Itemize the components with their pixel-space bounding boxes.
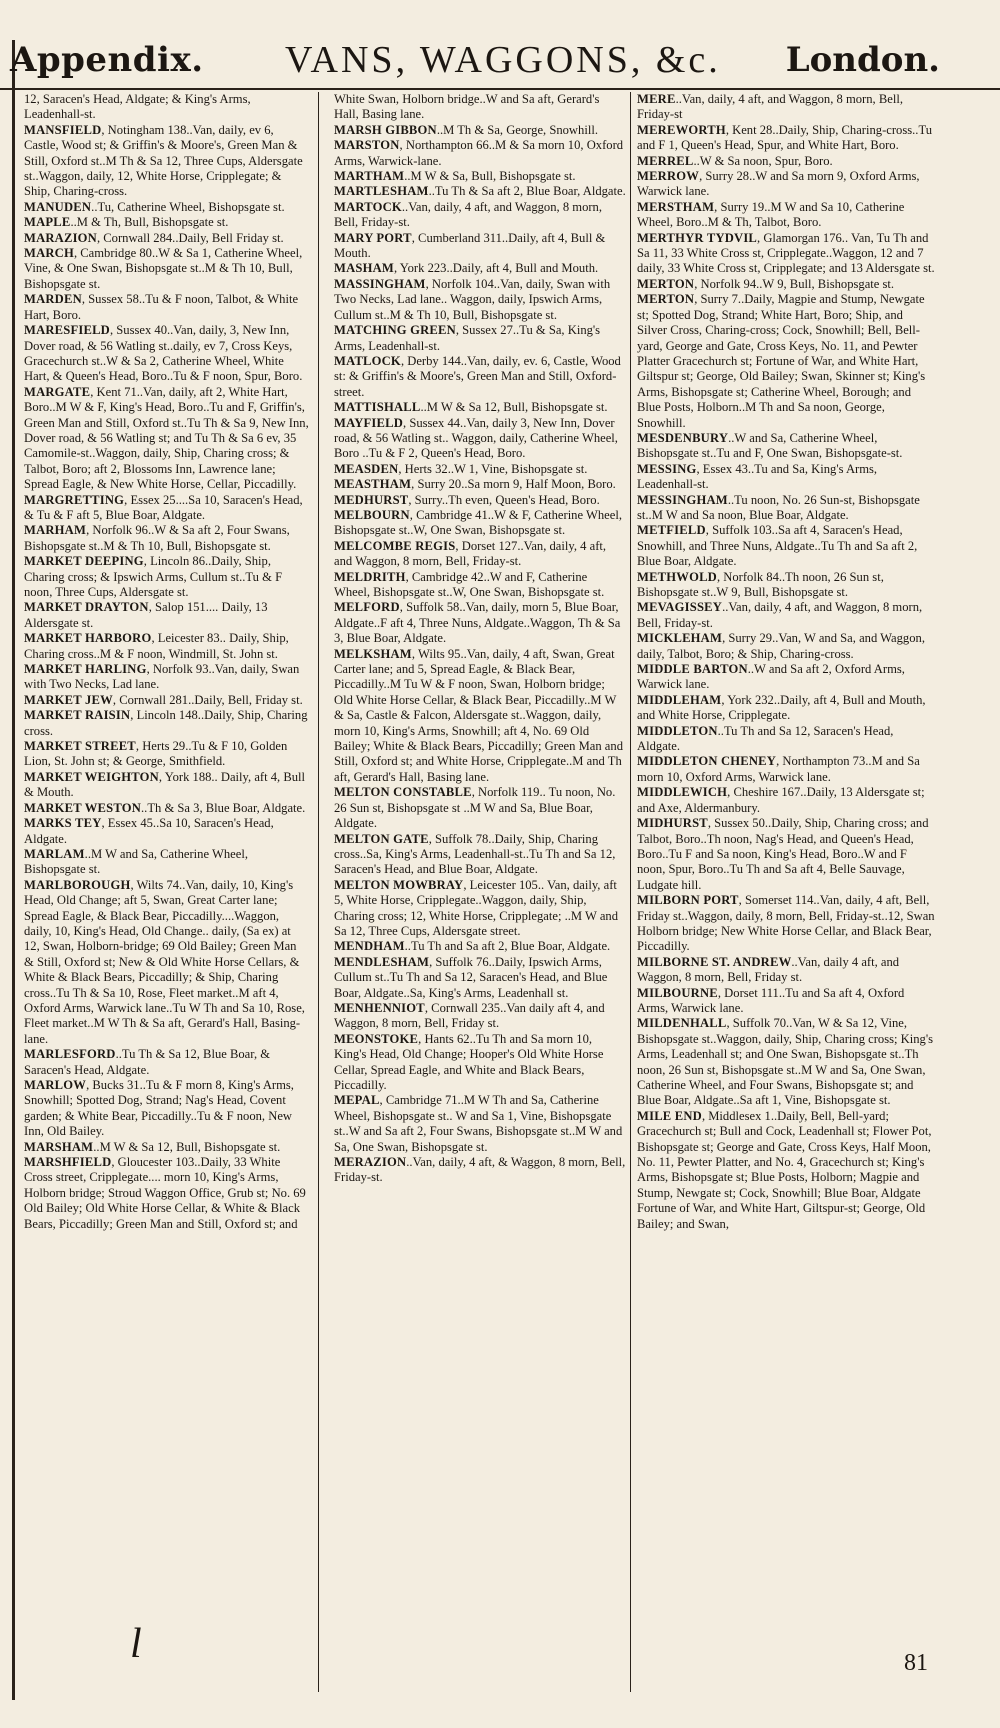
entry-detail: ..Th & Sa 3, Blue Boar, Aldgate. xyxy=(141,800,306,815)
directory-entry xyxy=(334,138,626,169)
entry-detail: , Surry 7..Daily, Magpie and Stump, Newgate st; Spotted Dog, Strand; White Hart, Boro; Ship, and Silver Cross, Charing-cross; Cock, Snowhill; Bell, Bell-yard, George and Gate, Cross Keys, No. 11, and Pewter Platter Gracechurch st; Fortune of War, and White Hart, Giltspur st; George, Old Bailey; Swan, Skinner st; King's Arms, Bishopsgate st; Catherine Wheel, Borough; and Blue Posts, Holborn..M Th and Sa noon, George, Snowhill. xyxy=(637,292,926,430)
entry-detail: ..Van, daily, 4 aft, and Waggon, 8 morn, Bell, Friday-st. xyxy=(334,199,603,230)
directory-entry xyxy=(24,600,309,631)
column-1 xyxy=(24,92,309,1622)
entry-place: MASSINGHAM xyxy=(334,276,426,291)
directory-entry xyxy=(334,600,626,646)
entry-detail: , Surry 19..M W and Sa 10, Catherine Wheel, Boro..M & Th, Talbot, Boro. xyxy=(637,199,905,230)
entry-detail: , Norfolk 84..Th noon, 26 Sun st, Bishopsgate st..W 9, Bull, Bishopsgate st. xyxy=(637,569,884,599)
directory-entry xyxy=(637,986,935,1017)
entry-place: MELDRITH xyxy=(334,569,406,584)
entry-place: MENHENNIOT xyxy=(334,1000,425,1015)
entry-place: MIDDLE BARTON xyxy=(637,662,748,677)
directory-entry xyxy=(334,169,626,184)
entry-detail: , Glamorgan 176.. Van, Tu Th and Sa 11, 33 White Cross st, Cripplegate..Waggon, 12 and 7 daily, 33 White Cross st, Cripplegate; and 13 Aldersgate st. xyxy=(637,230,935,276)
entry-detail: , Salop 151.... Daily, 13 Aldersgate st. xyxy=(24,600,268,630)
directory-entry xyxy=(334,955,626,1001)
entry-detail: ..Tu Th and Sa 12, Saracen's Head, Aldgate. xyxy=(637,723,894,754)
directory-entry xyxy=(334,878,626,940)
entry-place: MERREL xyxy=(637,153,694,168)
entry-detail: , Cambridge 42..W and F, Catherine Wheel, Bishopsgate st..W, One Swan, Bishopsgate st. xyxy=(334,569,605,599)
entry-place: MARSHAM xyxy=(24,1139,94,1154)
directory-entry xyxy=(637,1109,935,1232)
entry-detail: , Hants 62..Tu Th and Sa morn 10, King's Head, Old Change; Hooper's Old White Horse Cellar, Spread Eagle, and White and Black Bears, Piccadilly. xyxy=(334,1031,604,1092)
entry-place: MELCOMBE REGIS xyxy=(334,538,456,553)
directory-entry xyxy=(334,231,626,262)
entry-place: MEVAGISSEY xyxy=(637,600,723,615)
entry-detail: ..Tu noon, No. 26 Sun-st, Bishopsgate st..M W and Sa noon, Blue Boar, Aldgate. xyxy=(637,492,920,522)
entry-place: MATCHING GREEN xyxy=(334,323,456,338)
entry-detail: , York 188.. Daily, aft 4, Bull & Mouth. xyxy=(24,769,306,800)
entry-detail: , Suffolk 103..Sa aft 4, Saracen's Head, Snowhill, and Three Nuns, Aldgate..Tu Th and Sa aft 2, Blue Boar, Aldgate. xyxy=(637,523,918,569)
entry-place: MARTLESHAM xyxy=(334,184,429,199)
entry-detail: , Essex 45..Sa 10, Saracen's Head, Aldgate. xyxy=(24,816,274,846)
entry-place: MARTHAM xyxy=(334,169,405,184)
entry-detail: , Cumberland 311..Daily, aft 4, Bull & Mouth. xyxy=(334,230,606,261)
entry-place: MARCH xyxy=(24,246,74,261)
entry-detail: ..W and Sa, Catherine Wheel, Bishopsgate st..Tu and F, One Swan, Bishopsgate-st. xyxy=(637,430,903,461)
entry-detail: , Somerset 114..Van, daily, 4 aft, Bell, Friday st..Waggon, daily, 8 morn, Bell, Friday-st..12, Swan Holborn bridge; New White Horse Cellar, and Black Bear, Piccadilly. xyxy=(637,893,935,954)
column-2 xyxy=(334,92,626,1622)
header-rule xyxy=(0,88,1000,90)
page-number: 81 xyxy=(904,1650,928,1676)
entry-place: MEASDEN xyxy=(334,461,399,476)
entry-place: MARSHFIELD xyxy=(24,1155,112,1170)
directory-entry xyxy=(334,477,626,492)
entry-place: MATLOCK xyxy=(334,353,401,368)
entry-place: MELTON GATE xyxy=(334,831,429,846)
directory-entry xyxy=(24,816,309,847)
entry-detail: , Norfolk 104..Van, daily, Swan with Two Necks, Lad lane.. Waggon, daily, Ipswich Arms, Cullum st..M & Th 10, Bull, Bishopsgate st. xyxy=(334,276,611,322)
entry-detail: , Cambridge 80..W & Sa 1, Catherine Wheel, Vine, & One Swan, Bishopsgate st..M & Th 10, Bull, Bishopsgate st. xyxy=(24,246,303,291)
directory-entry xyxy=(24,554,309,600)
entry-place: MARSH GIBBON xyxy=(334,122,437,137)
directory-entry xyxy=(24,693,309,708)
entry-place: MELTON MOWBRAY xyxy=(334,877,464,892)
entry-detail: , Surry 20..Sa morn 9, Half Moon, Boro. xyxy=(411,477,616,492)
entry-detail: , Wilts 95..Van, daily, 4 aft, Swan, Great Carter lane; and 5, Spread Eagle, & Black Bear, Piccadilly..M Tu W & F noon, Swan, Holborn bridge; Old White Horse Cellar, & Black Bear, Piccadilly..M W & Sa, Castle & Falcon, Aldersgate st..Waggon, daily, morn 10, King's Arms, Snowhill; aft 4, No. 69 Old Bailey; White & Black Bears, Piccadilly; Green Man and Still, Oxford st; and White Horse, Cripplegate..M and Th aft, Gerard's Hall, Basing lane. xyxy=(334,646,623,784)
directory-entry xyxy=(637,200,935,231)
directory-entry xyxy=(334,400,626,415)
entry-detail: ..Van, daily, 4 aft, & Waggon, 8 morn, Bell, Friday-st. xyxy=(334,1155,626,1185)
entry-detail: , Norfolk 94..W 9, Bull, Bishopsgate st. xyxy=(694,276,895,291)
entry-place: MELBOURN xyxy=(334,507,410,522)
entry-place: MEASTHAM xyxy=(334,477,412,492)
entry-place: MARKET HARLING xyxy=(24,662,147,677)
entry-detail: , York 223..Daily, aft 4, Bull and Mouth. xyxy=(393,261,599,276)
directory-entry xyxy=(24,1078,309,1140)
entry-place: MIDHURST xyxy=(637,816,708,831)
directory-entry xyxy=(24,1155,309,1232)
directory-entry xyxy=(24,708,309,739)
printer-signature: l xyxy=(130,1621,142,1667)
entry-place: MENDLESHAM xyxy=(334,954,430,969)
entry-detail: , Northampton 66..M & Sa morn 10, Oxford Arms, Warwick-lane. xyxy=(334,138,624,168)
entry-place: MASHAM xyxy=(334,261,394,276)
entry-detail: ..Van, daily, 4 aft, and Waggon, 8 morn, Bell, Friday-st xyxy=(637,92,903,122)
entry-detail: , Northampton 73..M and Sa morn 10, Oxford Arms, Warwick lane. xyxy=(637,754,920,784)
entry-place: MILBORNE ST. ANDREW xyxy=(637,954,792,969)
directory-entry xyxy=(334,92,626,123)
directory-entry xyxy=(334,1032,626,1094)
column-divider xyxy=(630,92,631,1692)
entry-place: MIDDLETON CHENEY xyxy=(637,754,777,769)
entry-place: MEPAL xyxy=(334,1093,380,1108)
directory-entry xyxy=(24,123,309,200)
entry-place: MIDDLETON xyxy=(637,723,718,738)
entry-detail: , Kent 71..Van, daily, aft 2, White Hart, Boro..M W & F, King's Head, Boro..Tu and F, Griffin's, Green Man and Still, Oxford st..Tu Th & Sa 9, New Inn, Dover road, & 56 Watling st; and Tu Th & Sa 6 ev, 35 Camomile-st..Waggon, daily, Ship, Charing cross; & Talbot, Boro; aft 2, Blossoms Inn, Lawrence lane; Spread Eagle, & New White Horse, Cellar, Piccadilly. xyxy=(24,384,309,492)
directory-entry xyxy=(24,523,309,554)
directory-entry xyxy=(637,92,935,123)
entry-place: MERE xyxy=(637,92,676,106)
directory-entry xyxy=(637,231,935,277)
entry-detail: , Suffolk 70..Van, W & Sa 12, Vine, Bishopsgate st..Waggon, daily, Ship, Charing cross; King's Arms, Leadenhall st; and One Swan, Bishopsgate st..Th noon, 26 Sun st, Bishopsgate st..M W and Sa, One Swan, Catherine Wheel, and Four Swans, Bishopsgate st; and Blue Boar, Aldgate..Sa aft 1, Vine, Bishopsgate st. xyxy=(637,1016,934,1108)
entry-place: MARKET DEEPING xyxy=(24,554,144,569)
entry-detail: , York 232..Daily, aft 4, Bull and Mouth, and White Horse, Cripplegate. xyxy=(637,692,926,723)
directory-entry xyxy=(637,169,935,200)
directory-entry xyxy=(334,123,626,138)
entry-detail: , Derby 144..Van, daily, ev. 6, Castle, Wood st: & Griffin's & Moore's, Green Man and Still, Oxford-street. xyxy=(334,353,621,399)
directory-entry xyxy=(334,785,626,831)
directory-entry xyxy=(637,631,935,662)
entry-place: MARY PORT xyxy=(334,230,412,245)
entry-detail: , Suffolk 76..Daily, Ipswich Arms, Cullum st..Tu Th and Sa 12, Saracen's Head, and Blue Boar, Aldgate..Sa, King's Arms, Leadenhall st. xyxy=(334,954,608,1000)
entry-place: MARKET HARBORO xyxy=(24,631,152,646)
entry-place: MATTISHALL xyxy=(334,400,421,415)
entry-detail: ..W and Sa aft 2, Oxford Arms, Warwick lane. xyxy=(637,662,905,692)
directory-entry xyxy=(334,570,626,601)
header-title: VANS, WAGGONS, &c. xyxy=(285,39,721,81)
entry-detail: ..Van, daily 4 aft, and Waggon, 8 morn, Bell, Friday st. xyxy=(637,954,900,985)
entry-detail: , Cornwall 235..Van daily aft 4, and Waggon, 8 morn, Bell, Friday st. xyxy=(334,1000,605,1031)
entry-detail: ..Van, daily, 4 aft, and Waggon, 8 morn, Bell, Friday-st. xyxy=(637,600,923,630)
entry-place: MARLESFORD xyxy=(24,1047,116,1062)
directory-entry xyxy=(637,785,935,816)
entry-detail: ..M W & Sa 12, Bull, Bishopsgate st. xyxy=(420,400,608,415)
entry-detail: , Sussex 27..Tu & Sa, King's Arms, Leadenhall-st. xyxy=(334,323,601,353)
entry-place: MARLAM xyxy=(24,846,85,861)
entry-detail: ..M W and Sa, Catherine Wheel, Bishopsgate st. xyxy=(24,846,249,877)
entry-place: METFIELD xyxy=(637,523,706,538)
entry-detail: , Cambridge 71..M W Th and Sa, Catherine Wheel, Bishopsgate st.. W and Sa 1, Vine, Bishopsgate st..W and Sa aft 2, Four Swans, Bishopsgate st..M W and Sa, One Swan, Bishopsgate st. xyxy=(334,1093,623,1154)
directory-entry xyxy=(334,1001,626,1032)
entry-place: MEONSTOKE xyxy=(334,1031,419,1046)
header-section: Appendix. xyxy=(10,40,204,80)
directory-entry xyxy=(334,277,626,323)
directory-entry xyxy=(334,493,626,508)
entry-place: MESSING xyxy=(637,461,697,476)
entry-place: MAYFIELD xyxy=(334,415,404,430)
entry-detail: , Gloucester 103..Daily, 33 White Cross street, Cripplegate.... morn 10, King's Arms, Holborn bridge; Stroud Waggon Office, Grub st; No. 69 Old Bailey; Old White Horse Cellar, & White & Black Bears, Piccadilly; Green Man and Still, Oxford st; and xyxy=(24,1155,306,1231)
entry-detail: , Norfolk 119.. Tu noon, No. 26 Sun st, Bishopsgate st ..M W and Sa, Blue Boar, Aldgate. xyxy=(334,785,616,831)
directory-entry xyxy=(334,647,626,786)
entry-place: METHWOLD xyxy=(637,569,717,584)
entry-detail: , Leicester 105.. Van, daily, aft 5, White Horse, Cripplegate..Waggon, daily, Ship, Charing cross; 12, White Horse, Cripplegate; ..M W and Sa 12, Three Cups, Aldersgate street. xyxy=(334,877,619,938)
entry-detail: , Herts 29..Tu & F 10, Golden Lion, St. John st; & George, Smithfield. xyxy=(24,739,288,769)
entry-place: MARESFIELD xyxy=(24,323,110,338)
directory-entry xyxy=(637,493,935,524)
entry-detail: , Essex 43..Tu and Sa, King's Arms, Leadenhall-st. xyxy=(637,461,878,492)
entry-place: MARKET RAISIN xyxy=(24,708,131,723)
entry-detail: , Cheshire 167..Daily, 13 Aldersgate st; and Axe, Aldermanbury. xyxy=(637,785,925,815)
directory-entry xyxy=(637,955,935,986)
directory-entry xyxy=(334,323,626,354)
entry-place: MARLOW xyxy=(24,1078,87,1092)
directory-entry xyxy=(637,724,935,755)
entry-place: MARKET WESTON xyxy=(24,800,142,815)
entry-detail: , Cornwall 284..Daily, Bell Friday st. xyxy=(96,230,284,245)
directory-entry xyxy=(24,1047,309,1078)
entry-place: MEREWORTH xyxy=(637,122,726,137)
directory-entry xyxy=(637,154,935,169)
entry-place: MARLBOROUGH xyxy=(24,877,131,892)
entry-place: MERTHYR TYDVIL xyxy=(637,230,758,245)
entry-place: MARDEN xyxy=(24,292,82,307)
entry-place: MERTON xyxy=(637,292,695,307)
entry-detail: , Kent 28..Daily, Ship, Charing-cross..Tu and F 1, Queen's Head, Spur, and White Hart, Boro. xyxy=(637,122,932,153)
entry-detail: ..Tu Th and Sa aft 2, Blue Boar, Aldgate. xyxy=(404,939,611,954)
entry-place: MIDDLEHAM xyxy=(637,692,722,707)
entry-detail: , Surry 28..W and Sa morn 9, Oxford Arms, Warwick lane. xyxy=(637,169,920,199)
directory-entry xyxy=(334,1093,626,1155)
directory-entry xyxy=(24,292,309,323)
header-city: London. xyxy=(785,40,940,80)
entry-detail: ..M W & Sa, Bull, Bishopsgate st. xyxy=(404,169,576,184)
entry-place: MILDENHALL xyxy=(637,1016,727,1031)
entry-detail: ..Tu, Catherine Wheel, Bishopsgate st. xyxy=(91,199,285,214)
entry-detail: ..Tu Th & Sa 12, Blue Boar, & Saracen's Head, Aldgate. xyxy=(24,1047,271,1077)
entry-detail: , Surry 29..Van, W and Sa, and Waggon, daily, Talbot, Boro; & Ship, Charing-cross. xyxy=(637,631,925,661)
entry-place: MESSINGHAM xyxy=(637,492,728,507)
entry-place: MARGATE xyxy=(24,384,91,399)
entry-detail: , Suffolk 58..Van, daily, morn 5, Blue Boar, Aldgate..F aft 4, Three Nuns, Aldgate..Waggon, Th & Sa 3, Blue Boar, Aldgate. xyxy=(334,600,621,646)
entry-detail: , Sussex 44..Van, daily 3, New Inn, Dover road, & 56 Watling st.. Waggon, daily, Catherine Wheel, Boro ..Tu & F 2, Queen's Head, Boro. xyxy=(334,415,618,461)
page-binding-edge xyxy=(12,40,15,1700)
directory-entry xyxy=(637,462,935,493)
entry-place: MARKET WEIGHTON xyxy=(24,769,159,784)
entry-detail: , Wilts 74..Van, daily, 10, King's Head, Old Change; aft 5, Swan, Great Carter lane; Spread Eagle, & Black Bear, Piccadilly....Waggon, daily, 10, King's Head, Old Change.. daily, (Sa ex) at 12, Swan, Holborn-bridge; 69 Old Bailey; Green Man & Still, Oxford st; New & Old White Horse Cellars, & White & Black Bears, Piccadilly; & Ship, Charing cross..Tu Th & Sa 10, Rose, Fleet market..M aft 4, Oxford Arms, Warwick lane..Tu W Th and Sa 10, Rose, Fleet market..M W Th & Sa aft, Gerard's Hall, Basing-lane. xyxy=(24,877,305,1046)
entry-detail: , Suffolk 78..Daily, Ship, Charing cross..Sa, King's Arms, Leadenhall-st..Tu Th and Sa 12, Saracen's Head, and Blue Boar, Aldgate. xyxy=(334,831,616,877)
entry-place: MANSFIELD xyxy=(24,122,102,137)
entry-detail: , Norfolk 93..Van, daily, Swan with Two Necks, Lad lane. xyxy=(24,662,300,692)
entry-place: MARKS TEY xyxy=(24,816,102,831)
entry-place: MILE END xyxy=(637,1108,702,1123)
entry-place: MARAZION xyxy=(24,230,97,245)
entry-place: MELTON CONSTABLE xyxy=(334,785,472,800)
directory-entry xyxy=(24,770,309,801)
entry-detail: , Dorset 111..Tu and Sa aft 4, Oxford Arms, Warwick lane. xyxy=(637,985,905,1015)
entry-place: MENDHAM xyxy=(334,939,405,954)
directory-entry xyxy=(334,508,626,539)
entry-detail: , Lincoln 148..Daily, Ship, Charing cross. xyxy=(24,708,308,738)
directory-entry xyxy=(637,1016,935,1108)
entry-detail: , Herts 32..W 1, Vine, Bishopsgate st. xyxy=(398,461,588,476)
entry-detail: , Sussex 58..Tu & F noon, Talbot, & White Hart, Boro. xyxy=(24,292,299,322)
entry-detail: , Leicester 83.. Daily, Ship, Charing cross..M & F noon, Windmill, St. John st. xyxy=(24,631,289,661)
directory-entry xyxy=(24,801,309,816)
directory-entry xyxy=(24,92,309,123)
directory-entry xyxy=(24,662,309,693)
entry-place: MERAZION xyxy=(334,1155,407,1170)
entry-detail: , Cornwall 281..Daily, Bell, Friday st. xyxy=(112,692,303,707)
entry-place: MERTON xyxy=(637,276,695,291)
entry-detail: ..Tu Th & Sa aft 2, Blue Boar, Aldgate. xyxy=(428,184,626,199)
entry-place: MEDHURST xyxy=(334,492,409,507)
entry-detail: ..M W & Sa 12, Bull, Bishopsgate st. xyxy=(93,1139,281,1154)
entry-place: MARKET STREET xyxy=(24,739,136,754)
entry-place: MARHAM xyxy=(24,523,87,538)
directory-entry xyxy=(24,246,309,292)
entry-place: MARGRETTING xyxy=(24,492,125,507)
entry-place: MIDDLEWICH xyxy=(637,785,728,800)
directory-entry xyxy=(24,739,309,770)
entry-detail: , Sussex 50..Daily, Ship, Charing cross; and Talbot, Boro..Th noon, Nag's Head, and Queen's Head, Boro..Tu F and Sa noon, King's Head, Boro..W and F noon, Spur, Boro..Tu Th and Sa aft 4, Belle Sauvage, Ludgate hill. xyxy=(637,816,929,892)
directory-entry xyxy=(334,832,626,878)
directory-entry xyxy=(24,1140,309,1155)
column-3 xyxy=(637,92,935,1622)
entry-place: MELFORD xyxy=(334,600,400,615)
directory-entry xyxy=(637,431,935,462)
entry-detail: ..M Th & Sa, George, Snowhill. xyxy=(436,122,598,137)
entry-detail: , Sussex 40..Van, daily, 3, New Inn, Dover road, & 56 Watling st..daily, ev 7, Cross Keys, Gracechurch st..W & Sa 2, Catherine Wheel, White Hart, & Queen's Head, Boro..Tu & F noon, Spur, Boro. xyxy=(24,323,303,384)
directory-entry xyxy=(24,493,309,524)
directory-entry xyxy=(334,1155,626,1186)
entry-detail: , Notingham 138..Van, daily, ev 6, Castle, Wood st; & Griffin's & Moore's, Green Man & Still, Oxford st..M Th & Sa 12, Three Cups, Aldersgate st..Waggon, daily, 12, White Horse, Cripplegate; & Ship, Charing-cross. xyxy=(24,122,303,199)
directory-entry xyxy=(637,893,935,955)
directory-entry xyxy=(334,539,626,570)
directory-entry xyxy=(24,231,309,246)
directory-entry xyxy=(637,277,935,292)
entry-place: MANUDEN xyxy=(24,199,92,214)
directory-entry xyxy=(637,570,935,601)
directory-entry xyxy=(334,200,626,231)
entry-place: MILBORN PORT xyxy=(637,893,739,908)
directory-entry xyxy=(24,323,309,385)
entry-detail: , Cambridge 41..W & F, Catherine Wheel, Bishopsgate st..W, One Swan, Bishopsgate st. xyxy=(334,507,623,538)
entry-place: MARKET DRAYTON xyxy=(24,600,149,615)
directory-entry xyxy=(334,416,626,462)
page-header xyxy=(10,38,940,88)
directory-entry xyxy=(334,184,626,199)
entry-detail: , Surry..Th even, Queen's Head, Boro. xyxy=(408,492,600,507)
entry-detail: , Bucks 31..Tu & F morn 8, King's Arms, Snowhill; Spotted Dog, Strand; Nag's Head, Covent garden; & White Bear, Piccadilly..Tu & F noon, New Inn, Old Bailey. xyxy=(24,1078,294,1139)
entry-detail: 12, Saracen's Head, Aldgate; & King's Arms, Leadenhall-st. xyxy=(24,92,251,122)
entry-detail: ..W & Sa noon, Spur, Boro. xyxy=(693,153,833,168)
directory-entry xyxy=(637,816,935,893)
entry-place: MERROW xyxy=(637,169,700,184)
directory-entry xyxy=(637,523,935,569)
directory-entry xyxy=(637,292,935,431)
entry-place: MELKSHAM xyxy=(334,646,412,661)
directory-entry xyxy=(334,462,626,477)
directory-entry xyxy=(24,847,309,878)
directory-entry xyxy=(637,754,935,785)
entry-detail: , Norfolk 96..W & Sa aft 2, Four Swans, Bishopsgate st..M & Th 10, Bull, Bishopsgate st. xyxy=(24,523,290,553)
directory-entry xyxy=(24,385,309,493)
directory-entry xyxy=(334,354,626,400)
entry-detail: White Swan, Holborn bridge..W and Sa aft, Gerard's Hall, Basing lane. xyxy=(334,92,600,122)
directory-entry xyxy=(24,631,309,662)
entry-place: MILBOURNE xyxy=(637,985,718,1000)
entry-detail: , Middlesex 1..Daily, Bell, Bell-yard; Gracechurch st; Bull and Cock, Leadenhall st; Flower Pot, Bishopsgate st; George and Gate, Cross Keys, Half Moon, No. 11, Pewter Platter, and No. 4, Gracechurch st; King's Arms, Bishopsgate st; Blue Posts, Holborn; Magpie and Stump, Newgate st; Cock, Snowhill; Blue Boar, Aldgate Fortune of War, and White Hart, Giltspur-st; George, Old Bailey; and Swan, xyxy=(637,1108,932,1231)
directory-entry xyxy=(637,600,935,631)
directory-entry xyxy=(334,261,626,276)
directory-entry xyxy=(637,123,935,154)
directory-entry xyxy=(24,878,309,1047)
directory-entry xyxy=(637,693,935,724)
directory-entry xyxy=(334,939,626,954)
entry-place: MESDENBURY xyxy=(637,430,729,445)
entry-detail: ..M & Th, Bull, Bishopsgate st. xyxy=(70,215,229,230)
directory-entry xyxy=(24,215,309,230)
entry-place: MARKET JEW xyxy=(24,692,113,707)
entry-place: MERSTHAM xyxy=(637,199,715,214)
entry-place: MARTOCK xyxy=(334,199,402,214)
entry-detail: , Lincoln 86..Daily, Ship, Charing cross; & Ipswich Arms, Cullum st..Tu & F noon, Three Cups, Aldersgate st. xyxy=(24,554,283,599)
entry-detail: , Essex 25....Sa 10, Saracen's Head, & Tu & F aft 5, Blue Boar, Aldgate. xyxy=(24,492,303,522)
entry-place: MICKLEHAM xyxy=(637,631,723,646)
entry-detail: , Dorset 127..Van, daily, 4 aft, and Waggon, 8 morn, Bell, Friday-st. xyxy=(334,538,607,569)
column-divider xyxy=(318,92,319,1692)
entry-place: MARSTON xyxy=(334,138,400,153)
directory-entry xyxy=(637,662,935,693)
entry-place: MAPLE xyxy=(24,215,71,230)
directory-entry xyxy=(24,200,309,215)
